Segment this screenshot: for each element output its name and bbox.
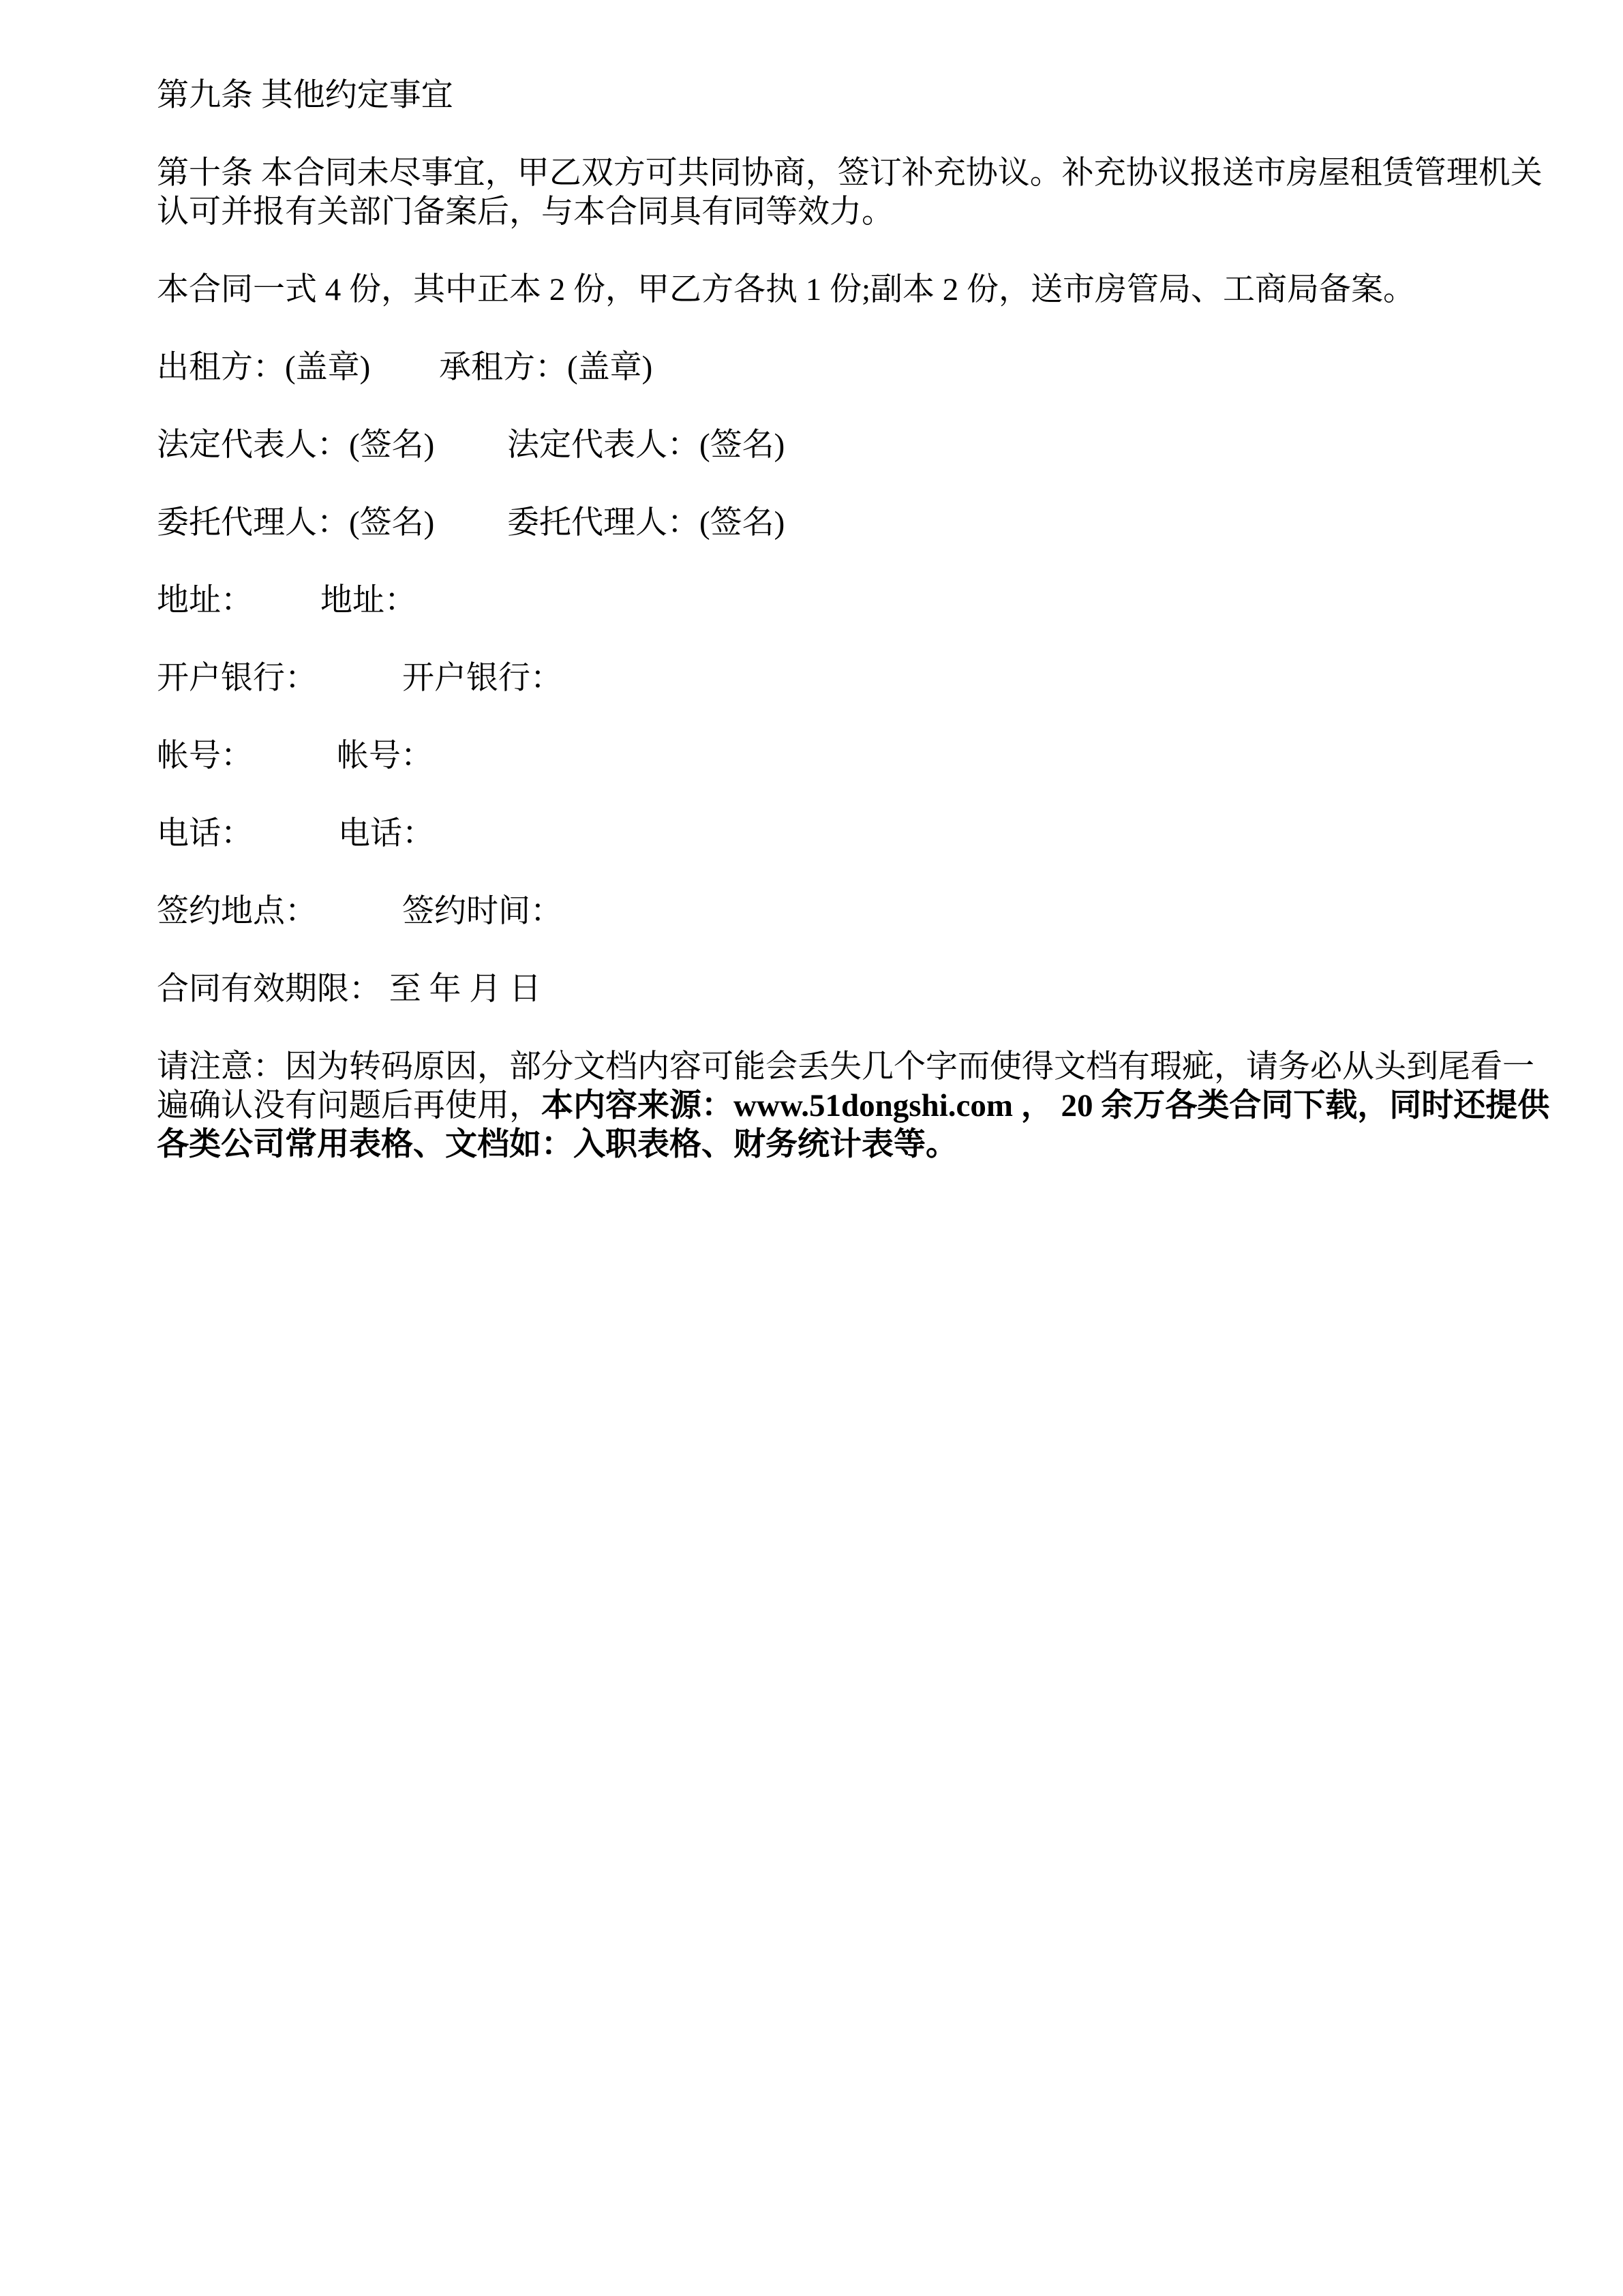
lessor-bank-label: 开户银行：	[157, 661, 317, 696]
lessor-account-label: 帐号：	[157, 738, 253, 774]
lessee-address-label: 地址：	[320, 583, 416, 618]
lessor-phone-label: 电话：	[157, 816, 253, 851]
signature-row-agent	[157, 504, 1554, 543]
lessee-seal-label: 承租方：(盖章)	[439, 350, 653, 385]
notice-normal-text: 请注意：因为转码原因，部分文档内容可能会丢失几个字而使得文档有瑕疵，请务必从头到尾看一遍确认没有问题后再使用，	[157, 1049, 1534, 1123]
article-9-heading: 第九条 其他约定事宜	[157, 78, 453, 113]
validity-row	[157, 970, 1554, 1009]
lessee-agent-label: 委托代理人：(签名)	[507, 505, 785, 541]
notice-bold-text: 本内容来源：www.51dongshi.com ， 20 余万各类合同下载，同时还提供各类公司常用表格、文档如：入职表格、财务统计表等。	[157, 1088, 1550, 1162]
lessee-phone-label: 电话：	[338, 816, 434, 851]
validity-period-label: 合同有效期限： 至 年 月 日	[157, 971, 541, 1007]
document-body	[157, 76, 1554, 1164]
lessee-bank-label: 开户银行：	[402, 661, 562, 696]
signature-row-address	[157, 581, 1554, 620]
signature-row-account	[157, 737, 1554, 776]
lessor-address-label: 地址：	[157, 583, 253, 618]
signature-row-signing	[157, 892, 1554, 931]
lessor-legal-rep-label: 法定代表人：(签名)	[157, 427, 435, 463]
signature-row-bank	[157, 659, 1554, 698]
lessee-legal-rep-label: 法定代表人：(签名)	[507, 427, 785, 463]
lessor-agent-label: 委托代理人：(签名)	[157, 505, 435, 541]
article-10-paragraph: 第十条 本合同未尽事宜，甲乙双方可共同协商，签订补充协议。补充协议报送市房屋租赁管理机关认可并报有关部门备案后，与本合同具有同等效力。	[157, 155, 1543, 230]
signature-row-legal-rep	[157, 426, 1554, 465]
lessor-seal-label: 出租方：(盖章)	[157, 350, 371, 385]
lessee-account-label: 帐号：	[337, 738, 433, 774]
signing-place-label: 签约地点：	[157, 894, 317, 929]
signature-row-phone	[157, 815, 1554, 854]
notice-paragraph	[157, 1048, 1554, 1164]
copies-paragraph: 本合同一式 4 份，其中正本 2 份，甲乙方各执 1 份;副本 2 份，送市房管局、工商局备案。	[157, 272, 1416, 307]
signing-time-label: 签约时间：	[402, 894, 562, 929]
signature-row-seal	[157, 348, 1554, 387]
